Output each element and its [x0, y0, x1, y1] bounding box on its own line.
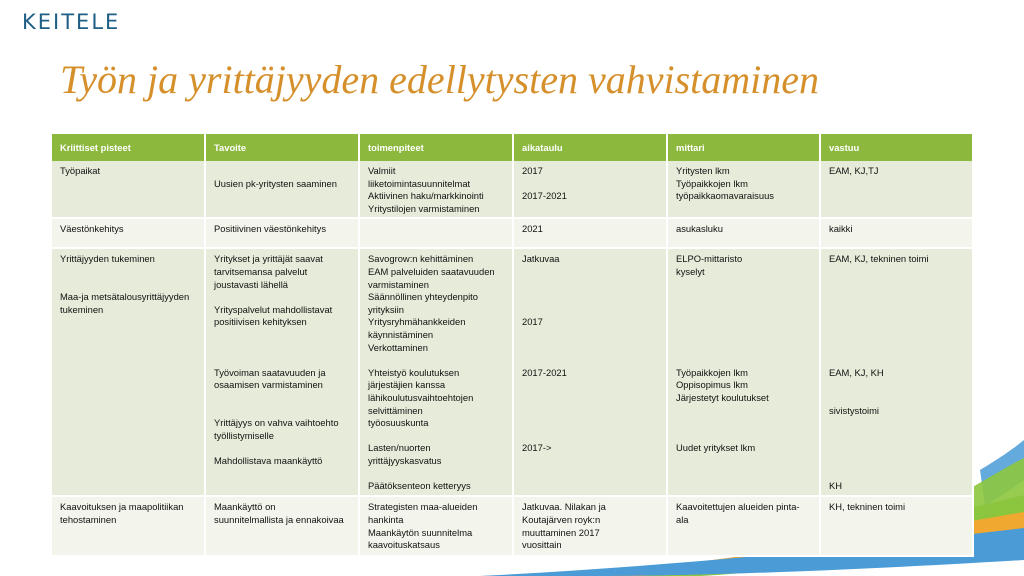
- cell-text-line: [829, 304, 964, 317]
- cell-text-line: positiivisen kehityksen: [214, 316, 307, 328]
- cell-text-line: [522, 178, 658, 191]
- cell-text-line: [829, 266, 964, 279]
- cell-text-line: osaamisen varmistaminen: [214, 379, 323, 391]
- cell-text-line: [676, 291, 811, 304]
- cell-text-line: [676, 405, 811, 418]
- header-mittari: mittari: [667, 134, 820, 161]
- cell-text-line: Yritystilojen varmistaminen: [368, 202, 480, 214]
- cell-text-line: tarvitsemansa palvelut: [214, 265, 308, 277]
- cell-text-line: Savogrow:n kehittäminen: [368, 253, 474, 265]
- table-cell-kriittiset-pisteet: [52, 218, 205, 248]
- cell-text-line: [522, 304, 658, 317]
- action-plan-table: [52, 134, 974, 557]
- cell-text-line: Väestönkehitys: [60, 223, 124, 235]
- cell-text-line: [676, 430, 811, 443]
- cell-text-line: Yrittäjyys on vahva vaihtoehto: [214, 417, 339, 429]
- table-cell-vastuu: [820, 161, 973, 218]
- table-cell-mittari: [667, 248, 820, 496]
- cell-text-line: [214, 291, 350, 304]
- cell-text-line: vuosittain: [522, 539, 562, 551]
- cell-text-line: [829, 291, 964, 304]
- header-kriittiset-pisteet: Kriittiset pisteet: [52, 134, 205, 161]
- cell-text-line: Järjestetyt koulutukset: [676, 391, 769, 403]
- header-tavoite: Tavoite: [205, 134, 359, 161]
- cell-text-line: hankinta: [368, 513, 404, 525]
- cell-text-line: Yritykset ja yrittäjät saavat: [214, 253, 323, 265]
- cell-text-line: [522, 392, 658, 405]
- cell-text-line: selvittäminen: [368, 404, 423, 416]
- cell-text-line: yrittäjyyskasvatus: [368, 454, 442, 466]
- cell-text-line: [368, 430, 504, 443]
- cell-text-line: [676, 417, 811, 430]
- cell-text-line: [60, 266, 196, 279]
- table-cell-mittari: [667, 218, 820, 248]
- table-row: [52, 218, 973, 248]
- cell-text-line: 2017-2021: [522, 190, 567, 202]
- table-cell-toimenpiteet: [359, 496, 513, 556]
- cell-text-line: EAM, KJ, KH: [829, 366, 884, 378]
- table-cell-aikataulu: [513, 496, 667, 556]
- cell-text-line: Strategisten maa-alueiden: [368, 501, 478, 513]
- cell-text-line: Aktiivinen haku/markkinointi: [368, 190, 484, 202]
- cell-text-line: kaikki: [829, 223, 853, 235]
- table-cell-vastuu: [820, 218, 973, 248]
- cell-text-line: liiketoimintasuunnitelmat: [368, 177, 471, 189]
- cell-text-line: 2017-2021: [522, 366, 567, 378]
- cell-text-line: Työpaikkojen lkm: [676, 177, 748, 189]
- cell-text-line: [522, 417, 658, 430]
- cell-text-line: [522, 291, 658, 304]
- cell-text-line: [829, 329, 964, 342]
- cell-text-line: kaavoituskatsaus: [368, 539, 440, 551]
- table-cell-toimenpiteet: [359, 218, 513, 248]
- cell-text-line: [829, 392, 964, 405]
- cell-text-line: järjestäjien kanssa: [368, 379, 446, 391]
- cell-text-line: [522, 266, 658, 279]
- table-cell-toimenpiteet: [359, 161, 513, 218]
- cell-text-line: [522, 405, 658, 418]
- cell-text-line: [829, 354, 964, 367]
- cell-text-line: [214, 165, 350, 178]
- cell-text-line: Yritysten lkm: [676, 165, 730, 176]
- table-cell-tavoite: [205, 248, 359, 496]
- cell-text-line: Yhteistyö koulutuksen: [368, 366, 460, 378]
- cell-text-line: 2017: [522, 316, 543, 328]
- table-cell-aikataulu: [513, 218, 667, 248]
- table-cell-vastuu: [820, 248, 973, 496]
- table-cell-aikataulu: [513, 161, 667, 218]
- table-cell-mittari: [667, 496, 820, 556]
- cell-text-line: [676, 329, 811, 342]
- cell-text-line: Yrityspalvelut mahdollistavat: [214, 303, 333, 315]
- table-cell-tavoite: [205, 496, 359, 556]
- cell-text-line: joustavasti lähellä: [214, 278, 289, 290]
- cell-text-line: Verkottaminen: [368, 341, 428, 353]
- cell-text-line: [829, 455, 964, 468]
- cell-text-line: asukasluku: [676, 223, 723, 235]
- cell-text-line: 2021: [522, 223, 543, 235]
- cell-text-line: varmistaminen: [368, 278, 429, 290]
- cell-text-line: [522, 279, 658, 292]
- table-row: [52, 496, 973, 556]
- cell-text-line: [829, 342, 964, 355]
- cell-text-line: suunnitelmallista ja ennakoivaa: [214, 513, 344, 525]
- table-cell-kriittiset-pisteet: [52, 161, 205, 218]
- cell-text-line: yrityksiin: [368, 303, 404, 315]
- cell-text-line: [829, 430, 964, 443]
- cell-text-line: [829, 316, 964, 329]
- header-toimenpiteet: toimenpiteet: [359, 134, 513, 161]
- header-vastuu: vastuu: [820, 134, 973, 161]
- cell-text-line: tukeminen: [60, 303, 104, 315]
- cell-text-line: Mahdollistava maankäyttö: [214, 454, 323, 466]
- cell-text-line: Maa-ja metsätalousyrittäjyyden: [60, 291, 190, 303]
- cell-text-line: EAM, KJ, tekninen toimi: [829, 253, 929, 265]
- cell-text-line: [214, 405, 350, 418]
- cell-text-line: sivistystoimi: [829, 404, 880, 416]
- cell-text-line: [214, 442, 350, 455]
- cell-text-line: muuttaminen 2017: [522, 526, 600, 538]
- cell-text-line: ELPO-mittaristo: [676, 253, 743, 265]
- cell-text-line: [60, 279, 196, 292]
- cell-text-line: Kaavoitettujen alueiden pinta-: [676, 501, 800, 513]
- cell-text-line: [829, 379, 964, 392]
- cell-text-line: Säännöllinen yhteydenpito: [368, 291, 478, 303]
- cell-text-line: Maankäyttö on: [214, 501, 276, 513]
- cell-text-line: 2017: [522, 165, 543, 176]
- cell-text-line: Yritysryhmähankkeiden: [368, 316, 466, 328]
- cell-text-line: Oppisopimus lkm: [676, 379, 748, 391]
- cell-text-line: Maankäytön suunnitelma: [368, 526, 473, 538]
- table-cell-vastuu: [820, 496, 973, 556]
- cell-text-line: ala: [676, 513, 689, 525]
- cell-text-line: Lasten/nuorten: [368, 442, 431, 454]
- cell-text-line: EAM palveluiden saatavuuden: [368, 265, 495, 277]
- cell-text-line: [368, 223, 504, 236]
- cell-text-line: kyselyt: [676, 265, 705, 277]
- table-cell-kriittiset-pisteet: [52, 496, 205, 556]
- cell-text-line: tehostaminen: [60, 513, 117, 525]
- cell-text-line: Yrittäjyyden tukeminen: [60, 253, 155, 265]
- cell-text-line: [522, 329, 658, 342]
- cell-text-line: [214, 392, 350, 405]
- cell-text-line: [522, 379, 658, 392]
- cell-text-line: Työpaikkojen lkm: [676, 366, 748, 378]
- table-cell-kriittiset-pisteet: [52, 248, 205, 496]
- cell-text-line: [829, 279, 964, 292]
- table-cell-tavoite: [205, 161, 359, 218]
- cell-text-line: Päätöksenteon ketteryys: [368, 480, 471, 492]
- table-cell-aikataulu: [513, 248, 667, 496]
- cell-text-line: [214, 329, 350, 342]
- cell-text-line: käynnistäminen: [368, 328, 434, 340]
- cell-text-line: [829, 442, 964, 455]
- table-header-row: [52, 134, 973, 161]
- cell-text-line: KH: [829, 480, 843, 492]
- cell-text-line: [522, 342, 658, 355]
- cell-text-line: [522, 430, 658, 443]
- cell-text-line: Uusien pk-yritysten saaminen: [214, 177, 337, 189]
- cell-text-line: Uudet yritykset lkm: [676, 442, 756, 454]
- cell-text-line: Kaavoituksen ja maapolitiikan: [60, 501, 184, 513]
- cell-text-line: [676, 279, 811, 292]
- cell-text-line: [368, 467, 504, 480]
- cell-text-line: [214, 342, 350, 355]
- table-cell-tavoite: [205, 218, 359, 248]
- cell-text-line: Valmiit: [368, 165, 396, 176]
- cell-text-line: [368, 354, 504, 367]
- cell-text-line: työllistymiselle: [214, 429, 274, 441]
- table-cell-mittari: [667, 161, 820, 218]
- cell-text-line: lähikoulutusvaihtoehtojen: [368, 391, 474, 403]
- cell-text-line: Jatkuvaa: [522, 253, 560, 265]
- cell-text-line: Työvoiman saatavuuden ja: [214, 366, 326, 378]
- cell-text-line: Työpaikat: [60, 165, 101, 176]
- cell-text-line: työpaikkaomavaraisuus: [676, 190, 774, 202]
- cell-text-line: [522, 354, 658, 367]
- cell-text-line: [676, 316, 811, 329]
- table-cell-toimenpiteet: [359, 248, 513, 496]
- table-row: [52, 161, 973, 218]
- cell-text-line: Koutajärven royk:n: [522, 513, 601, 525]
- table-row: [52, 248, 973, 496]
- header-aikataulu: aikataulu: [513, 134, 667, 161]
- cell-text-line: [829, 417, 964, 430]
- cell-text-line: [214, 354, 350, 367]
- cell-text-line: työosuuskunta: [368, 417, 429, 429]
- keitele-logo: KEITELE: [22, 10, 121, 34]
- cell-text-line: [676, 354, 811, 367]
- cell-text-line: [829, 467, 964, 480]
- cell-text-line: 2017->: [522, 442, 552, 454]
- cell-text-line: KH, tekninen toimi: [829, 501, 906, 513]
- cell-text-line: [676, 342, 811, 355]
- cell-text-line: [676, 304, 811, 317]
- page-title: Työn ja yrittäjyyden edellytysten vahvistaminen: [60, 57, 820, 102]
- cell-text-line: Positiivinen väestönkehitys: [214, 223, 327, 235]
- cell-text-line: EAM, KJ,TJ: [829, 165, 879, 176]
- cell-text-line: Jatkuvaa. Nilakan ja: [522, 501, 606, 513]
